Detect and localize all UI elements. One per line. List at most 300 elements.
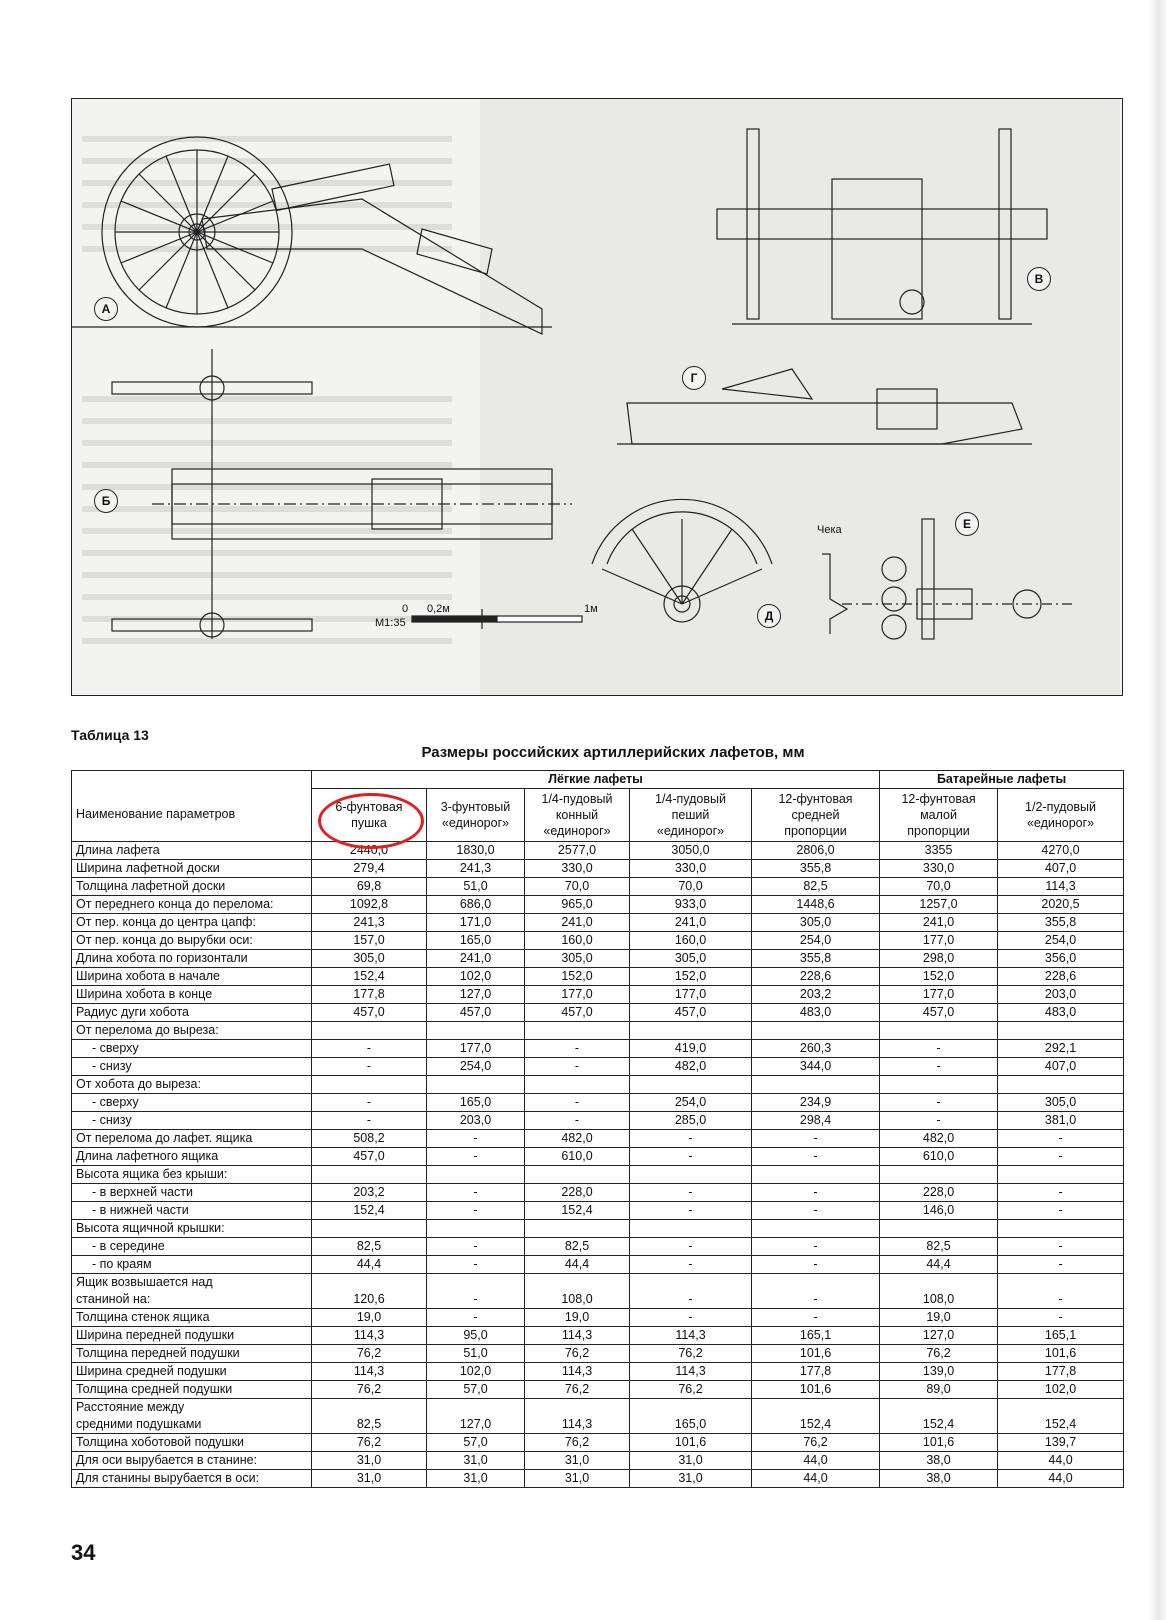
label-b: Б bbox=[94, 489, 118, 513]
row-name-line: Ширина передней подушки bbox=[76, 1328, 235, 1342]
cell-value: - bbox=[998, 1202, 1124, 1220]
cell-value: 610,0 bbox=[880, 1148, 998, 1166]
cell-value: - bbox=[427, 1130, 525, 1148]
cell-value bbox=[880, 1076, 998, 1094]
cell-value: 298,0 bbox=[880, 950, 998, 968]
table-row bbox=[72, 1166, 1124, 1184]
row-name-line: - снизу bbox=[92, 1113, 132, 1127]
cell-value bbox=[630, 1166, 752, 1184]
cell-value: 241,0 bbox=[525, 914, 630, 932]
cell-value: 152,4 bbox=[312, 968, 427, 986]
cell-value: 2577,0 bbox=[525, 842, 630, 860]
cell-value bbox=[630, 1220, 752, 1238]
cell-value: 82,5 bbox=[312, 1238, 427, 1256]
table-row bbox=[72, 1184, 1124, 1202]
label-a: А bbox=[94, 297, 118, 321]
cell-value: - bbox=[752, 1148, 880, 1166]
column-header-line: 12-фунтовая bbox=[778, 792, 853, 806]
column-header-row bbox=[72, 789, 1124, 842]
row-name-line: Толщина лафетной доски bbox=[76, 879, 226, 893]
label-e: Е bbox=[955, 512, 979, 536]
group-light: Лёгкие лафеты bbox=[312, 771, 880, 789]
cell-value: - bbox=[427, 1274, 525, 1309]
cell-value: 31,0 bbox=[427, 1470, 525, 1488]
cell-value: 44,0 bbox=[752, 1452, 880, 1470]
cell-value: 152,4 bbox=[998, 1399, 1124, 1434]
cell-value: 686,0 bbox=[427, 896, 525, 914]
cell-value: 102,0 bbox=[427, 968, 525, 986]
row-name bbox=[72, 1022, 312, 1040]
row-name-line: От перелома до выреза: bbox=[76, 1023, 219, 1037]
row-name bbox=[72, 1381, 312, 1399]
row-name-line: Для оси вырубается в станине: bbox=[76, 1453, 258, 1467]
cell-value bbox=[427, 1076, 525, 1094]
cell-value: 157,0 bbox=[312, 932, 427, 950]
row-name bbox=[72, 1327, 312, 1345]
cell-value: 203,2 bbox=[752, 986, 880, 1004]
cell-value: 177,8 bbox=[998, 1363, 1124, 1381]
cell-value: 355,8 bbox=[752, 860, 880, 878]
cell-value: - bbox=[752, 1202, 880, 1220]
table-row bbox=[72, 1076, 1124, 1094]
row-name bbox=[72, 1166, 312, 1184]
scale-ratio: M1:35 bbox=[375, 617, 406, 629]
row-name bbox=[72, 1256, 312, 1274]
cell-value: - bbox=[525, 1112, 630, 1130]
cell-value: 165,0 bbox=[427, 1094, 525, 1112]
cell-value: 260,3 bbox=[752, 1040, 880, 1058]
row-name bbox=[72, 1148, 312, 1166]
cell-value: 177,0 bbox=[525, 986, 630, 1004]
row-name-line: Толщина передней подушки bbox=[76, 1346, 240, 1360]
row-name-line: От переднего конца до перелома: bbox=[76, 897, 274, 911]
cell-value: 127,0 bbox=[880, 1327, 998, 1345]
row-name-line: Ширина хобота в начале bbox=[76, 969, 221, 983]
cell-value: 19,0 bbox=[525, 1309, 630, 1327]
cell-value bbox=[312, 1166, 427, 1184]
table-row bbox=[72, 878, 1124, 896]
cell-value: 457,0 bbox=[630, 1004, 752, 1022]
cell-value: 330,0 bbox=[880, 860, 998, 878]
table-row bbox=[72, 1094, 1124, 1112]
cell-value bbox=[752, 1022, 880, 1040]
row-name bbox=[72, 1184, 312, 1202]
cell-value: 76,2 bbox=[880, 1345, 998, 1363]
cell-value: 165,0 bbox=[427, 932, 525, 950]
cell-value: - bbox=[427, 1309, 525, 1327]
cell-value: 101,6 bbox=[752, 1381, 880, 1399]
cell-value: 114,3 bbox=[525, 1363, 630, 1381]
row-name bbox=[72, 1238, 312, 1256]
cell-value: 70,0 bbox=[880, 878, 998, 896]
cell-value: 44,4 bbox=[525, 1256, 630, 1274]
table-label: Таблица 13 bbox=[71, 727, 149, 743]
cell-value: 292,1 bbox=[998, 1040, 1124, 1058]
cell-value: 482,0 bbox=[630, 1058, 752, 1076]
column-header-3 bbox=[525, 789, 630, 842]
cell-value: - bbox=[752, 1309, 880, 1327]
column-header-line: «единорог» bbox=[543, 824, 611, 838]
cell-value: 76,2 bbox=[525, 1434, 630, 1452]
cell-value: 254,0 bbox=[427, 1058, 525, 1076]
cell-value bbox=[525, 1076, 630, 1094]
cell-value: 82,5 bbox=[312, 1399, 427, 1434]
table-row bbox=[72, 860, 1124, 878]
cell-value: 241,3 bbox=[312, 914, 427, 932]
row-name bbox=[72, 932, 312, 950]
cell-value bbox=[880, 1022, 998, 1040]
column-header-1 bbox=[312, 789, 427, 842]
cell-value: 139,7 bbox=[998, 1434, 1124, 1452]
cell-value: 82,5 bbox=[880, 1238, 998, 1256]
label-v: В bbox=[1027, 267, 1051, 291]
cell-value: 31,0 bbox=[630, 1452, 752, 1470]
cell-value: 44,0 bbox=[998, 1452, 1124, 1470]
row-name bbox=[72, 1399, 312, 1434]
cell-value: 241,0 bbox=[427, 950, 525, 968]
cell-value: 2806,0 bbox=[752, 842, 880, 860]
row-name-line: Длина лафетного ящика bbox=[76, 1149, 219, 1163]
row-name-line: - в верхней части bbox=[92, 1185, 193, 1199]
row-name-line: Ширина средней подушки bbox=[76, 1364, 227, 1378]
cell-value: 407,0 bbox=[998, 1058, 1124, 1076]
row-name-line: Толщина стенок ящика bbox=[76, 1310, 210, 1324]
cell-value: 1830,0 bbox=[427, 842, 525, 860]
cell-value: 279,4 bbox=[312, 860, 427, 878]
label-chvka: Чека bbox=[817, 524, 842, 536]
column-header-line: пушка bbox=[351, 816, 387, 830]
cell-value bbox=[427, 1166, 525, 1184]
cell-value: - bbox=[312, 1112, 427, 1130]
cell-value: 76,2 bbox=[525, 1345, 630, 1363]
table-row bbox=[72, 914, 1124, 932]
cell-value: 356,0 bbox=[998, 950, 1124, 968]
cell-value: 101,6 bbox=[752, 1345, 880, 1363]
row-name-line: - в нижней части bbox=[92, 1203, 189, 1217]
cell-value: 3050,0 bbox=[630, 842, 752, 860]
table-body bbox=[72, 842, 1124, 1488]
cell-value: 355,8 bbox=[998, 914, 1124, 932]
row-name-line: Ширина лафетной доски bbox=[76, 861, 220, 875]
row-name-line: станиной на: bbox=[76, 1292, 151, 1306]
cell-value: 228,0 bbox=[525, 1184, 630, 1202]
cell-value: 120,6 bbox=[312, 1274, 427, 1309]
cell-value: - bbox=[880, 1112, 998, 1130]
cell-value: 177,0 bbox=[880, 932, 998, 950]
row-name bbox=[72, 1094, 312, 1112]
row-name bbox=[72, 1452, 312, 1470]
cell-value bbox=[998, 1022, 1124, 1040]
cell-value bbox=[312, 1220, 427, 1238]
table-row bbox=[72, 1130, 1124, 1148]
cell-value: 152,0 bbox=[630, 968, 752, 986]
cell-value: 44,4 bbox=[312, 1256, 427, 1274]
row-name bbox=[72, 1112, 312, 1130]
cell-value: - bbox=[752, 1238, 880, 1256]
column-header-line: пропорции bbox=[784, 824, 847, 838]
row-name bbox=[72, 1130, 312, 1148]
cell-value: - bbox=[998, 1184, 1124, 1202]
table-row bbox=[72, 986, 1124, 1004]
cell-value bbox=[630, 1076, 752, 1094]
scale-zero: 0 bbox=[402, 603, 409, 615]
scale-1m: 1м bbox=[584, 603, 598, 615]
cell-value bbox=[752, 1220, 880, 1238]
cell-value bbox=[427, 1022, 525, 1040]
table-row bbox=[72, 1452, 1124, 1470]
row-name bbox=[72, 1434, 312, 1452]
column-header-line: 6-фунтовая bbox=[335, 800, 403, 814]
cell-value bbox=[998, 1220, 1124, 1238]
cell-value: 254,0 bbox=[630, 1094, 752, 1112]
cell-value: - bbox=[630, 1148, 752, 1166]
cell-value: 70,0 bbox=[525, 878, 630, 896]
label-d: Д bbox=[757, 604, 781, 628]
cell-value: 165,1 bbox=[752, 1327, 880, 1345]
cell-value: 31,0 bbox=[525, 1452, 630, 1470]
cell-value: - bbox=[525, 1040, 630, 1058]
cell-value: 1092,8 bbox=[312, 896, 427, 914]
cell-value: 57,0 bbox=[427, 1381, 525, 1399]
cell-value: 38,0 bbox=[880, 1470, 998, 1488]
cell-value: - bbox=[525, 1094, 630, 1112]
column-header-line: 1/4-пудовый bbox=[655, 792, 726, 806]
table-row bbox=[72, 1058, 1124, 1076]
cell-value: 241,3 bbox=[427, 860, 525, 878]
row-name bbox=[72, 986, 312, 1004]
cell-value: 76,2 bbox=[752, 1434, 880, 1452]
cell-value: 482,0 bbox=[880, 1130, 998, 1148]
cell-value bbox=[998, 1076, 1124, 1094]
cell-value: 177,0 bbox=[427, 1040, 525, 1058]
row-name-line: Длина лафета bbox=[76, 843, 160, 857]
drawing-panel bbox=[71, 98, 1123, 696]
row-name bbox=[72, 1040, 312, 1058]
table-row bbox=[72, 1256, 1124, 1274]
table-row bbox=[72, 1327, 1124, 1345]
row-name-line: Толщина средней подушки bbox=[76, 1382, 233, 1396]
cell-value: 482,0 bbox=[525, 1130, 630, 1148]
cell-value: - bbox=[427, 1148, 525, 1166]
row-name bbox=[72, 968, 312, 986]
cell-value: 114,3 bbox=[312, 1327, 427, 1345]
cell-value bbox=[752, 1166, 880, 1184]
cell-value: - bbox=[752, 1130, 880, 1148]
row-name bbox=[72, 950, 312, 968]
table-row bbox=[72, 896, 1124, 914]
row-name-line: - сверху bbox=[92, 1041, 139, 1055]
cell-value: - bbox=[525, 1058, 630, 1076]
column-header-5 bbox=[752, 789, 880, 842]
cell-value: - bbox=[880, 1040, 998, 1058]
cell-value: 305,0 bbox=[312, 950, 427, 968]
row-name-line: От перелома до лафет. ящика bbox=[76, 1131, 253, 1145]
cell-value: 171,0 bbox=[427, 914, 525, 932]
cell-value: 241,0 bbox=[630, 914, 752, 932]
cell-value: 241,0 bbox=[880, 914, 998, 932]
cell-value bbox=[630, 1022, 752, 1040]
cell-value: 76,2 bbox=[312, 1381, 427, 1399]
cell-value: 483,0 bbox=[998, 1004, 1124, 1022]
cell-value: 457,0 bbox=[525, 1004, 630, 1022]
cell-value: - bbox=[630, 1274, 752, 1309]
cell-value: 101,6 bbox=[880, 1434, 998, 1452]
cell-value: 177,8 bbox=[312, 986, 427, 1004]
cell-value: 305,0 bbox=[630, 950, 752, 968]
table-row bbox=[72, 932, 1124, 950]
row-name-line: Для станины вырубается в оси: bbox=[76, 1471, 260, 1485]
cell-value: 44,0 bbox=[998, 1470, 1124, 1488]
column-header-line: средней bbox=[791, 808, 840, 822]
cell-value: 38,0 bbox=[880, 1452, 998, 1470]
cell-value: - bbox=[880, 1058, 998, 1076]
column-header-line: «единорог» bbox=[1026, 816, 1095, 830]
cell-value bbox=[752, 1076, 880, 1094]
group-battery: Батарейные лафеты bbox=[880, 771, 1124, 789]
cell-value bbox=[998, 1166, 1124, 1184]
row-name bbox=[72, 1004, 312, 1022]
cell-value: 355,8 bbox=[752, 950, 880, 968]
cell-value: 31,0 bbox=[312, 1470, 427, 1488]
cell-value: - bbox=[752, 1184, 880, 1202]
table-row bbox=[72, 1399, 1124, 1434]
column-header-line: конный bbox=[555, 808, 599, 822]
table-row bbox=[72, 1434, 1124, 1452]
column-header-line: «единорог» bbox=[441, 816, 510, 830]
row-name-line: - по краям bbox=[92, 1257, 152, 1271]
column-header-6 bbox=[880, 789, 998, 842]
cell-value: 139,0 bbox=[880, 1363, 998, 1381]
cell-value: 51,0 bbox=[427, 1345, 525, 1363]
cell-value: 102,0 bbox=[427, 1363, 525, 1381]
cell-value: 108,0 bbox=[525, 1274, 630, 1309]
param-header-spacer bbox=[72, 771, 312, 789]
cell-value: - bbox=[630, 1238, 752, 1256]
cell-value: - bbox=[998, 1256, 1124, 1274]
cell-value: 114,3 bbox=[630, 1363, 752, 1381]
cell-value: 457,0 bbox=[880, 1004, 998, 1022]
cell-value: 285,0 bbox=[630, 1112, 752, 1130]
cell-value: 108,0 bbox=[880, 1274, 998, 1309]
row-name bbox=[72, 1345, 312, 1363]
cell-value: 305,0 bbox=[525, 950, 630, 968]
cell-value: 344,0 bbox=[752, 1058, 880, 1076]
row-name-line: Ширина хобота в конце bbox=[76, 987, 213, 1001]
cell-value: 31,0 bbox=[630, 1470, 752, 1488]
cell-value: 76,2 bbox=[312, 1345, 427, 1363]
cell-value: 146,0 bbox=[880, 1202, 998, 1220]
cell-value: 31,0 bbox=[525, 1470, 630, 1488]
row-name-line: Радиус дуги хобота bbox=[76, 1005, 189, 1019]
row-name bbox=[72, 1220, 312, 1238]
cell-value: - bbox=[427, 1238, 525, 1256]
table-row bbox=[72, 1022, 1124, 1040]
column-header-2 bbox=[427, 789, 525, 842]
column-header-line: пеший bbox=[671, 808, 710, 822]
row-name-line: - снизу bbox=[92, 1059, 132, 1073]
cell-value: 457,0 bbox=[427, 1004, 525, 1022]
cell-value: 114,3 bbox=[630, 1327, 752, 1345]
table-head bbox=[72, 771, 1124, 842]
cell-value bbox=[312, 1076, 427, 1094]
cell-value: 330,0 bbox=[525, 860, 630, 878]
cell-value: 19,0 bbox=[312, 1309, 427, 1327]
table-row bbox=[72, 1363, 1124, 1381]
row-name bbox=[72, 1470, 312, 1488]
row-name bbox=[72, 914, 312, 932]
row-name-line: Толщина хоботовой подушки bbox=[76, 1435, 245, 1449]
row-name bbox=[72, 1363, 312, 1381]
cell-value bbox=[880, 1220, 998, 1238]
table-row bbox=[72, 1238, 1124, 1256]
column-header-line: малой bbox=[920, 808, 957, 822]
cell-value bbox=[880, 1166, 998, 1184]
row-name-line: От пер. конца до центра цапф: bbox=[76, 915, 256, 929]
scale-02: 0,2м bbox=[427, 603, 450, 615]
cell-value: 457,0 bbox=[312, 1148, 427, 1166]
cell-value: 160,0 bbox=[525, 932, 630, 950]
cell-value: 152,4 bbox=[525, 1202, 630, 1220]
cell-value: 114,3 bbox=[525, 1399, 630, 1434]
cell-value bbox=[525, 1166, 630, 1184]
cell-value: 177,8 bbox=[752, 1363, 880, 1381]
cell-value: 254,0 bbox=[752, 932, 880, 950]
cell-value: 305,0 bbox=[752, 914, 880, 932]
cell-value: 203,2 bbox=[312, 1184, 427, 1202]
column-header-line: «единорог» bbox=[656, 824, 725, 838]
cell-value: - bbox=[998, 1309, 1124, 1327]
cell-value: 165,0 bbox=[630, 1399, 752, 1434]
column-header-7 bbox=[998, 789, 1124, 842]
column-header-line: 3-фунтовый bbox=[440, 800, 511, 814]
cell-value: 95,0 bbox=[427, 1327, 525, 1345]
column-header-line: 1/4-пудовый bbox=[541, 792, 613, 806]
row-name bbox=[72, 1202, 312, 1220]
cell-value: 51,0 bbox=[427, 878, 525, 896]
cell-value: 407,0 bbox=[998, 860, 1124, 878]
cell-value: 31,0 bbox=[427, 1452, 525, 1470]
row-name bbox=[72, 842, 312, 860]
cell-value: 152,4 bbox=[752, 1399, 880, 1434]
cell-value: 57,0 bbox=[427, 1434, 525, 1452]
cell-value: 254,0 bbox=[998, 932, 1124, 950]
row-name-line: Длина хобота по горизонтали bbox=[76, 951, 248, 965]
table-row bbox=[72, 1112, 1124, 1130]
cell-value: 177,0 bbox=[630, 986, 752, 1004]
row-name-line: Расстояние между bbox=[76, 1400, 185, 1414]
cell-value: - bbox=[312, 1058, 427, 1076]
table-row bbox=[72, 968, 1124, 986]
table-row bbox=[72, 1148, 1124, 1166]
cell-value: - bbox=[630, 1184, 752, 1202]
row-name-line: Ящик возвышается над bbox=[76, 1275, 213, 1289]
cell-value bbox=[427, 1220, 525, 1238]
row-name-line: средними подушками bbox=[76, 1417, 202, 1431]
cell-value: 610,0 bbox=[525, 1148, 630, 1166]
cell-value: 165,1 bbox=[998, 1327, 1124, 1345]
cell-value: 305,0 bbox=[998, 1094, 1124, 1112]
row-name bbox=[72, 1058, 312, 1076]
cell-value: - bbox=[427, 1184, 525, 1202]
cell-value: 933,0 bbox=[630, 896, 752, 914]
cell-value: 419,0 bbox=[630, 1040, 752, 1058]
cell-value: 330,0 bbox=[630, 860, 752, 878]
cell-value: 1448,6 bbox=[752, 896, 880, 914]
cell-value: 152,4 bbox=[880, 1399, 998, 1434]
cell-value: 965,0 bbox=[525, 896, 630, 914]
cell-value: - bbox=[427, 1202, 525, 1220]
cell-value: 69,8 bbox=[312, 878, 427, 896]
